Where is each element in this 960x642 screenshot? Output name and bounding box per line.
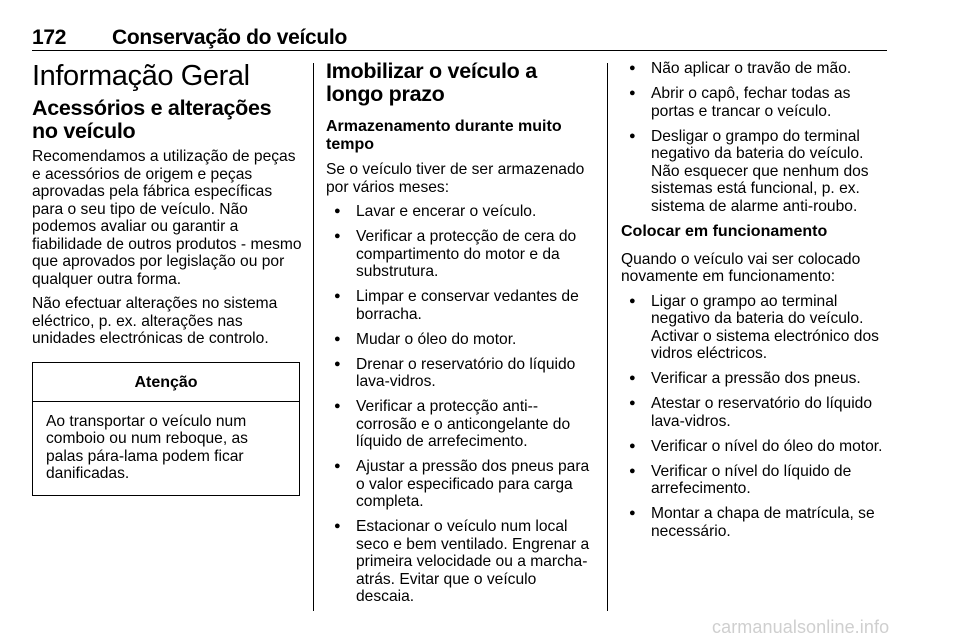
list-item: ● Verificar a pressão dos pneus. (621, 370, 889, 388)
column-3 (621, 60, 889, 548)
section-heading-immobilize: Imobilizar o veículo a longo prazo (326, 59, 537, 106)
column-divider-2 (607, 63, 608, 611)
list-item: ● Abrir o capô, fechar todas as portas e trancar o veículo. (621, 85, 889, 120)
warning-title: Atenção (33, 363, 299, 402)
paragraph-recommission-intro: Quando o veículo vai ser colocado novamente em funcionamento: (621, 250, 861, 285)
list-item: ● Mudar o óleo do motor. (326, 331, 596, 349)
list-item: ● Limpar e conservar vedantes de borracha. (326, 288, 596, 323)
list-item: ● Verificar a protecção de cera do compartimento do motor e da substrutura. (326, 228, 596, 281)
paragraph-electrical-warning: Não efectuar alterações no sistema eléctrico, p. ex. alterações nas unidades electrónicas de controlo. (32, 295, 278, 347)
list-item: ● Verificar o nível do óleo do motor. (621, 438, 889, 456)
list-item: ● Verificar o nível do líquido de arrefecimento. (621, 463, 889, 498)
paragraph-recommendation: Recomendamos a utilização de peças e acessórios de origem e peças aprovadas pela fábrica específicas para o seu tipo de veículo. Não podemos avaliar ou garantir a fiabilidade de outros produtos - mesmo que aprovados por legislação ou por qualquer outra forma. (32, 148, 302, 288)
list-item: ● Não aplicar o travão de mão. (621, 60, 889, 78)
column-1 (32, 60, 302, 496)
subheading-accessories: Acessórios e alterações no veículo (32, 96, 272, 143)
list-item: ● Drenar o reservatório do líquido lava-vidros. (326, 356, 596, 391)
section-heading-recommission: Colocar em funcionamento (621, 222, 828, 240)
subheading-long-storage: Armazenamento durante muito tempo (326, 118, 562, 153)
section-heading-general-info: Informação Geral (32, 60, 250, 92)
list-item: ● Ajustar a pressão dos pneus para o valor especificado para carga completa. (326, 458, 596, 511)
column-divider-1 (313, 63, 314, 611)
list-item: ● Atestar o reservatório do líquido lava-vidros. (621, 395, 889, 430)
list-item: ● Montar a chapa de matrícula, se necessário. (621, 505, 889, 540)
paragraph-storage-intro: Se o veículo tiver de ser armazenado por vários meses: (326, 161, 585, 196)
page-header (32, 26, 888, 52)
running-title: Conservação do veículo (112, 26, 347, 49)
storage-checklist (326, 203, 596, 606)
warning-box (32, 362, 300, 496)
warning-text: Ao transportar o veículo num comboio ou num reboque, as palas pára-lama podem ficar danificadas. (46, 412, 248, 482)
recommission-checklist (621, 293, 889, 541)
list-item: ● Desligar o grampo do terminal negativo da bateria do veículo. Não esquecer que nenhum dos sistemas está funcional, p. ex. sistema de alarme anti-roubo. (621, 128, 889, 216)
watermark: carmanualsonline.info (712, 617, 890, 637)
header-rule (32, 50, 887, 51)
storage-checklist-continued (621, 60, 889, 215)
column-2 (326, 60, 596, 613)
list-item: ● Lavar e encerar o veículo. (326, 203, 596, 221)
list-item: ● Estacionar o veículo num local seco e bem ventilado. Engrenar a primeira velocidade ou a marcha-atrás. Evitar que o veículo descaia. (326, 518, 596, 606)
list-item: ● Verificar a protecção anti--corrosão e o anticongelante do líquido de arrefecimento. (326, 398, 596, 451)
page-number: 172 (32, 26, 67, 49)
list-item: ● Ligar o grampo ao terminal negativo da bateria do veículo. Activar o sistema electrónico dos vidros eléctricos. (621, 293, 889, 363)
